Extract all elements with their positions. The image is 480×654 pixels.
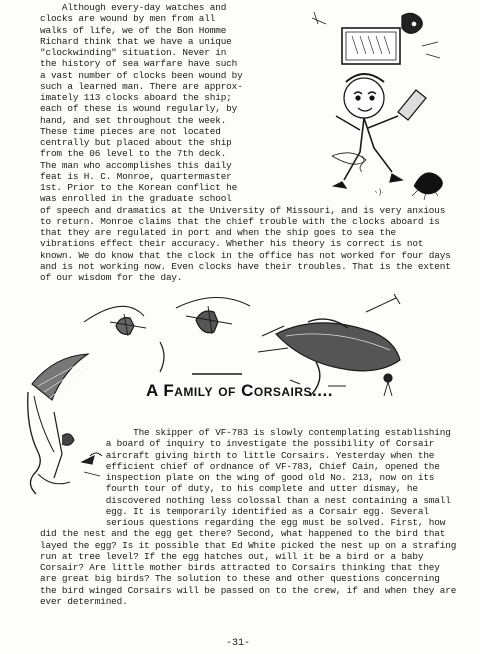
clockwinder-cartoon: [302, 6, 452, 202]
text-line: inspection plate on the wing of good old No. 213, now on its: [40, 472, 435, 483]
text-line: a vast number of clocks been wound by: [40, 69, 243, 81]
text-line: serious questions regarding the egg must be solved. First, how: [40, 517, 446, 528]
text-line: centrally but placed about the ship: [40, 137, 232, 148]
corsair-article-heading: A Family of Corsairs....: [146, 381, 333, 400]
text-line: Richard think that we have a unique: [40, 35, 232, 47]
text-line: run at tree level? If the egg hatches out, will it be a bird or a baby: [40, 550, 424, 562]
text-line: the bird winged Corsairs will be passed on to the crew, if and when they are: [40, 584, 457, 596]
text-line: imately 113 clocks aboard the ship;: [40, 92, 232, 103]
text-line: Although every-day watches and: [40, 2, 227, 13]
page-number: -31-: [226, 638, 251, 649]
text-line: ever determined.: [40, 595, 128, 607]
text-line: are great big birds? The solution to these and other questions concerning: [40, 573, 440, 585]
text-line: egg. It is temporarily identified as a Corsair egg. Several: [40, 505, 429, 517]
text-line: did the nest and the egg get there? Second, what happened to the bird that: [40, 528, 446, 540]
text-line: aircraft giving birth to little Corsairs. Yesterday when the: [40, 449, 435, 461]
text-line: from the 06 level to the 7th deck.: [40, 148, 227, 160]
text-line: 1st. Prior to the Korean conflict he: [40, 182, 238, 193]
text-line: such a learned man. There are approx-: [40, 80, 243, 92]
text-line: feat is H. C. Monroe, quartermaster: [40, 170, 232, 182]
text-line: each of these is wound regularly, by: [40, 103, 238, 115]
text-line: Corsair? Are little mother birds attracted to Corsairs thinking that they: [40, 562, 440, 573]
text-line: known. We do know that the clock in the office has not worked for four days: [40, 249, 451, 261]
text-line: was enrolled in the graduate school: [40, 193, 232, 205]
text-line: These time pieces are not located: [40, 125, 221, 137]
text-line: that they are regulated in port and when the ship goes to sea the: [40, 227, 396, 238]
text-line: The skipper of VF-783 is slowly contemplating establishing: [40, 427, 451, 438]
text-line: hand, and set throughout the week.: [40, 114, 227, 126]
text-line: to return. Monroe claims that the chief trouble with the clocks aboard is: [40, 215, 440, 227]
text-line: of speech and dramatics at the University of Missouri, and is very anxious: [40, 204, 446, 216]
svg-text:ヽ)·: ヽ)·: [372, 189, 384, 196]
text-line: and is not working now. Even clocks have their troubles. That is the extent: [40, 260, 451, 272]
text-line: of our wisdom for the day.: [40, 272, 183, 283]
text-line: discovered nothing less colossal than a nest containing a small: [40, 494, 451, 506]
text-line: a board of inquiry to investigate the possibility of Corsair: [40, 438, 435, 450]
text-line: layed the egg? Is it possible that Ed White picked the nest up on a strafing: [40, 539, 457, 551]
text-line: clocks are wound by men from all: [40, 13, 216, 25]
text-line: vibrations effect their accuracy. Whether his theory is correct is not: [40, 238, 424, 250]
text-line: "clockwinding" situation. Never in: [40, 47, 227, 58]
text-line: fourth tour of duty, to his complete and utter dismay, he: [40, 483, 418, 495]
text-line: efficient chief of ordnance of VF-783, Chief Cain, opened the: [40, 460, 440, 472]
corsair-article-body: [40, 427, 456, 607]
text-line: The man who accomplishes this daily: [40, 159, 232, 171]
text-line: the history of sea warfare have such: [40, 58, 238, 70]
text-line: walks of life, we of the Bon Homme: [40, 24, 227, 36]
